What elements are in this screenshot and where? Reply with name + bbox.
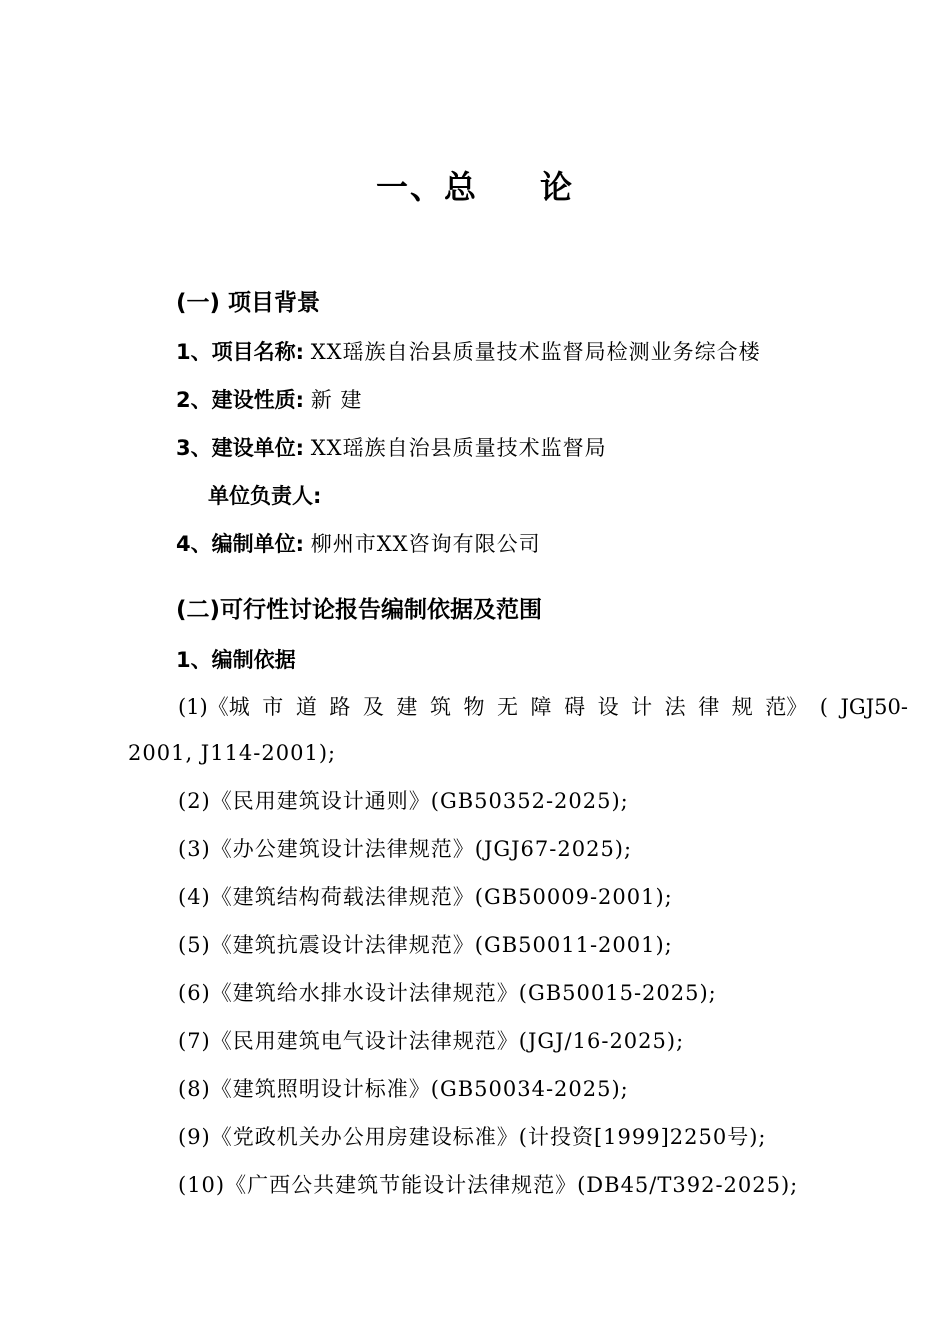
ref1-part: 路 [329, 695, 351, 719]
reference-7: (7)《民用建筑电气设计法律规范》(JGJ/16-2025); [178, 1029, 685, 1053]
section1-heading: (一) 项目背景 [176, 290, 321, 316]
project-name-line [176, 337, 761, 367]
construction-nature-value: 新 建 [310, 388, 363, 412]
project-name-value: XX瑶族自治县质量技术监督局检测业务综合楼 [310, 340, 761, 364]
compiling-unit-line [176, 529, 541, 559]
page-title [0, 162, 950, 208]
section2-heading: (二)可行性讨论报告编制依据及范围 [176, 597, 543, 623]
reference-9: (9)《党政机关办公用房建设标准》(计投资[1999]2250号); [178, 1125, 767, 1149]
ref1-part: 物 [463, 695, 485, 719]
title-part-2: 论 [540, 168, 575, 206]
construction-nature-line [176, 385, 362, 415]
ref1-part: 市 [262, 695, 284, 719]
reference-1-line2: 2001, J114-2001); [128, 741, 337, 765]
compiling-unit-label: 4、编制单位: [176, 532, 305, 556]
reference-1-line1 [178, 692, 908, 722]
ref1-part: 碍 [564, 695, 586, 719]
compiling-unit-value: 柳州市XX咨询有限公司 [310, 532, 541, 556]
unit-leader-line [208, 481, 321, 511]
ref1-part: JGJ50- [840, 695, 908, 719]
ref1-part: 道 [295, 695, 317, 719]
section2-subheading: 1、编制依据 [176, 648, 296, 672]
reference-6: (6)《建筑给水排水设计法律规范》(GB50015-2025); [178, 981, 717, 1005]
construction-unit-label: 3、建设单位: [176, 436, 305, 460]
ref1-part: 筑 [429, 695, 451, 719]
reference-8: (8)《建筑照明设计标准》(GB50034-2025); [178, 1077, 629, 1101]
unit-leader-label: 单位负责人: [208, 484, 322, 508]
ref1-part: 范》 [765, 695, 808, 719]
title-part-1: 一、总 [375, 168, 478, 206]
project-name-label: 1、项目名称: [176, 340, 305, 364]
ref1-part: 障 [530, 695, 552, 719]
ref1-part: 设 [597, 695, 619, 719]
ref1-part: 及 [362, 695, 384, 719]
construction-unit-value: XX瑶族自治县质量技术监督局 [310, 436, 607, 460]
reference-3: (3)《办公建筑设计法律规范》(JGJ67-2025); [178, 837, 633, 861]
ref1-part: 计 [631, 695, 653, 719]
ref1-part: 规 [731, 695, 753, 719]
ref1-part: 无 [497, 695, 518, 719]
reference-4: (4)《建筑结构荷载法律规范》(GB50009-2001); [178, 885, 673, 909]
construction-unit-line [176, 433, 607, 463]
ref1-part: ( [819, 695, 828, 719]
reference-2: (2)《民用建筑设计通则》(GB50352-2025); [178, 789, 629, 813]
reference-5: (5)《建筑抗震设计法律规范》(GB50011-2001); [178, 933, 673, 957]
ref1-part: 建 [396, 695, 418, 719]
ref1-part: 法 [664, 695, 686, 719]
ref1-part: (1)《城 [178, 695, 250, 719]
construction-nature-label: 2、建设性质: [176, 388, 305, 412]
reference-10: (10)《广西公共建筑节能设计法律规范》(DB45/T392-2025); [178, 1173, 799, 1197]
ref1-part: 律 [698, 695, 720, 719]
